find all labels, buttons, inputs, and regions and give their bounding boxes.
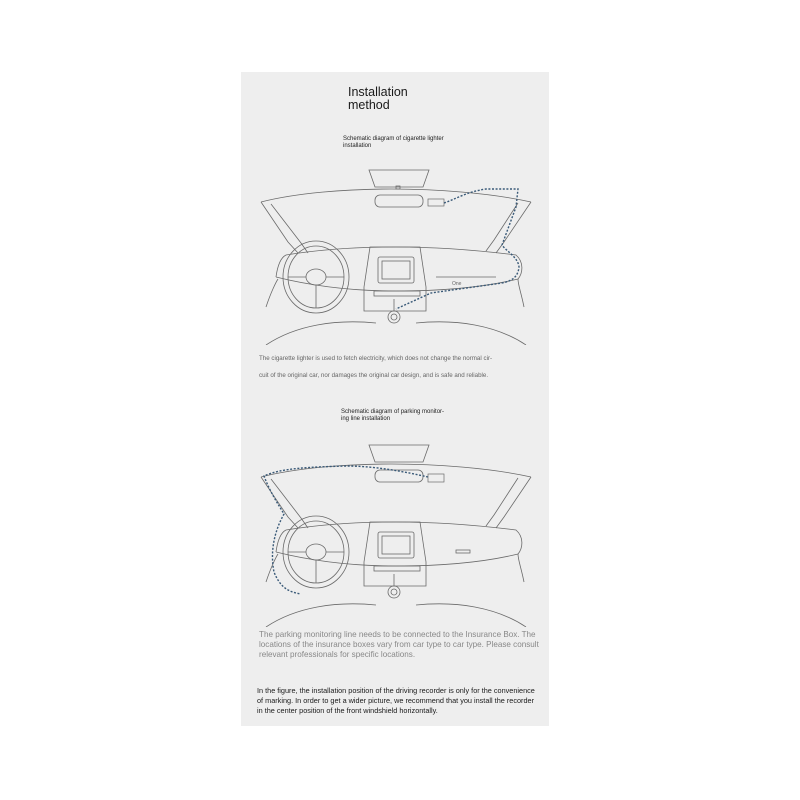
- installation-note: In the figure, the installation position of the driving recorder is only for the convenience of marking. In order to get a wider picture, we recommend that you install the recorder in the center position of the front windshield horizontally.: [257, 686, 535, 715]
- parking-monitor-caption: Schematic diagram of parking monitor- ing line installation: [341, 409, 445, 422]
- cigarette-lighter-caption: Schematic diagram of cigarette lighter installation: [343, 136, 444, 149]
- instruction-sheet: [241, 72, 549, 726]
- parking-monitor-description: The parking monitoring line needs to be connected to the Insurance Box. The locations of the insurance boxes vary from car type to car type. Please consult relevant professionals for specific locations.: [259, 630, 539, 659]
- dash-label: One: [452, 281, 462, 287]
- cigarette-lighter-diagram: [256, 167, 536, 345]
- page-title: Installation method: [348, 85, 408, 112]
- lighter-description-line-2: cuit of the original car, nor damages the original car design, and is safe and reliable.: [259, 372, 489, 379]
- parking-monitor-diagram: [256, 442, 536, 627]
- lighter-description-line-1: The cigarette lighter is used to fetch electricity, which does not change the normal cir-: [259, 355, 493, 362]
